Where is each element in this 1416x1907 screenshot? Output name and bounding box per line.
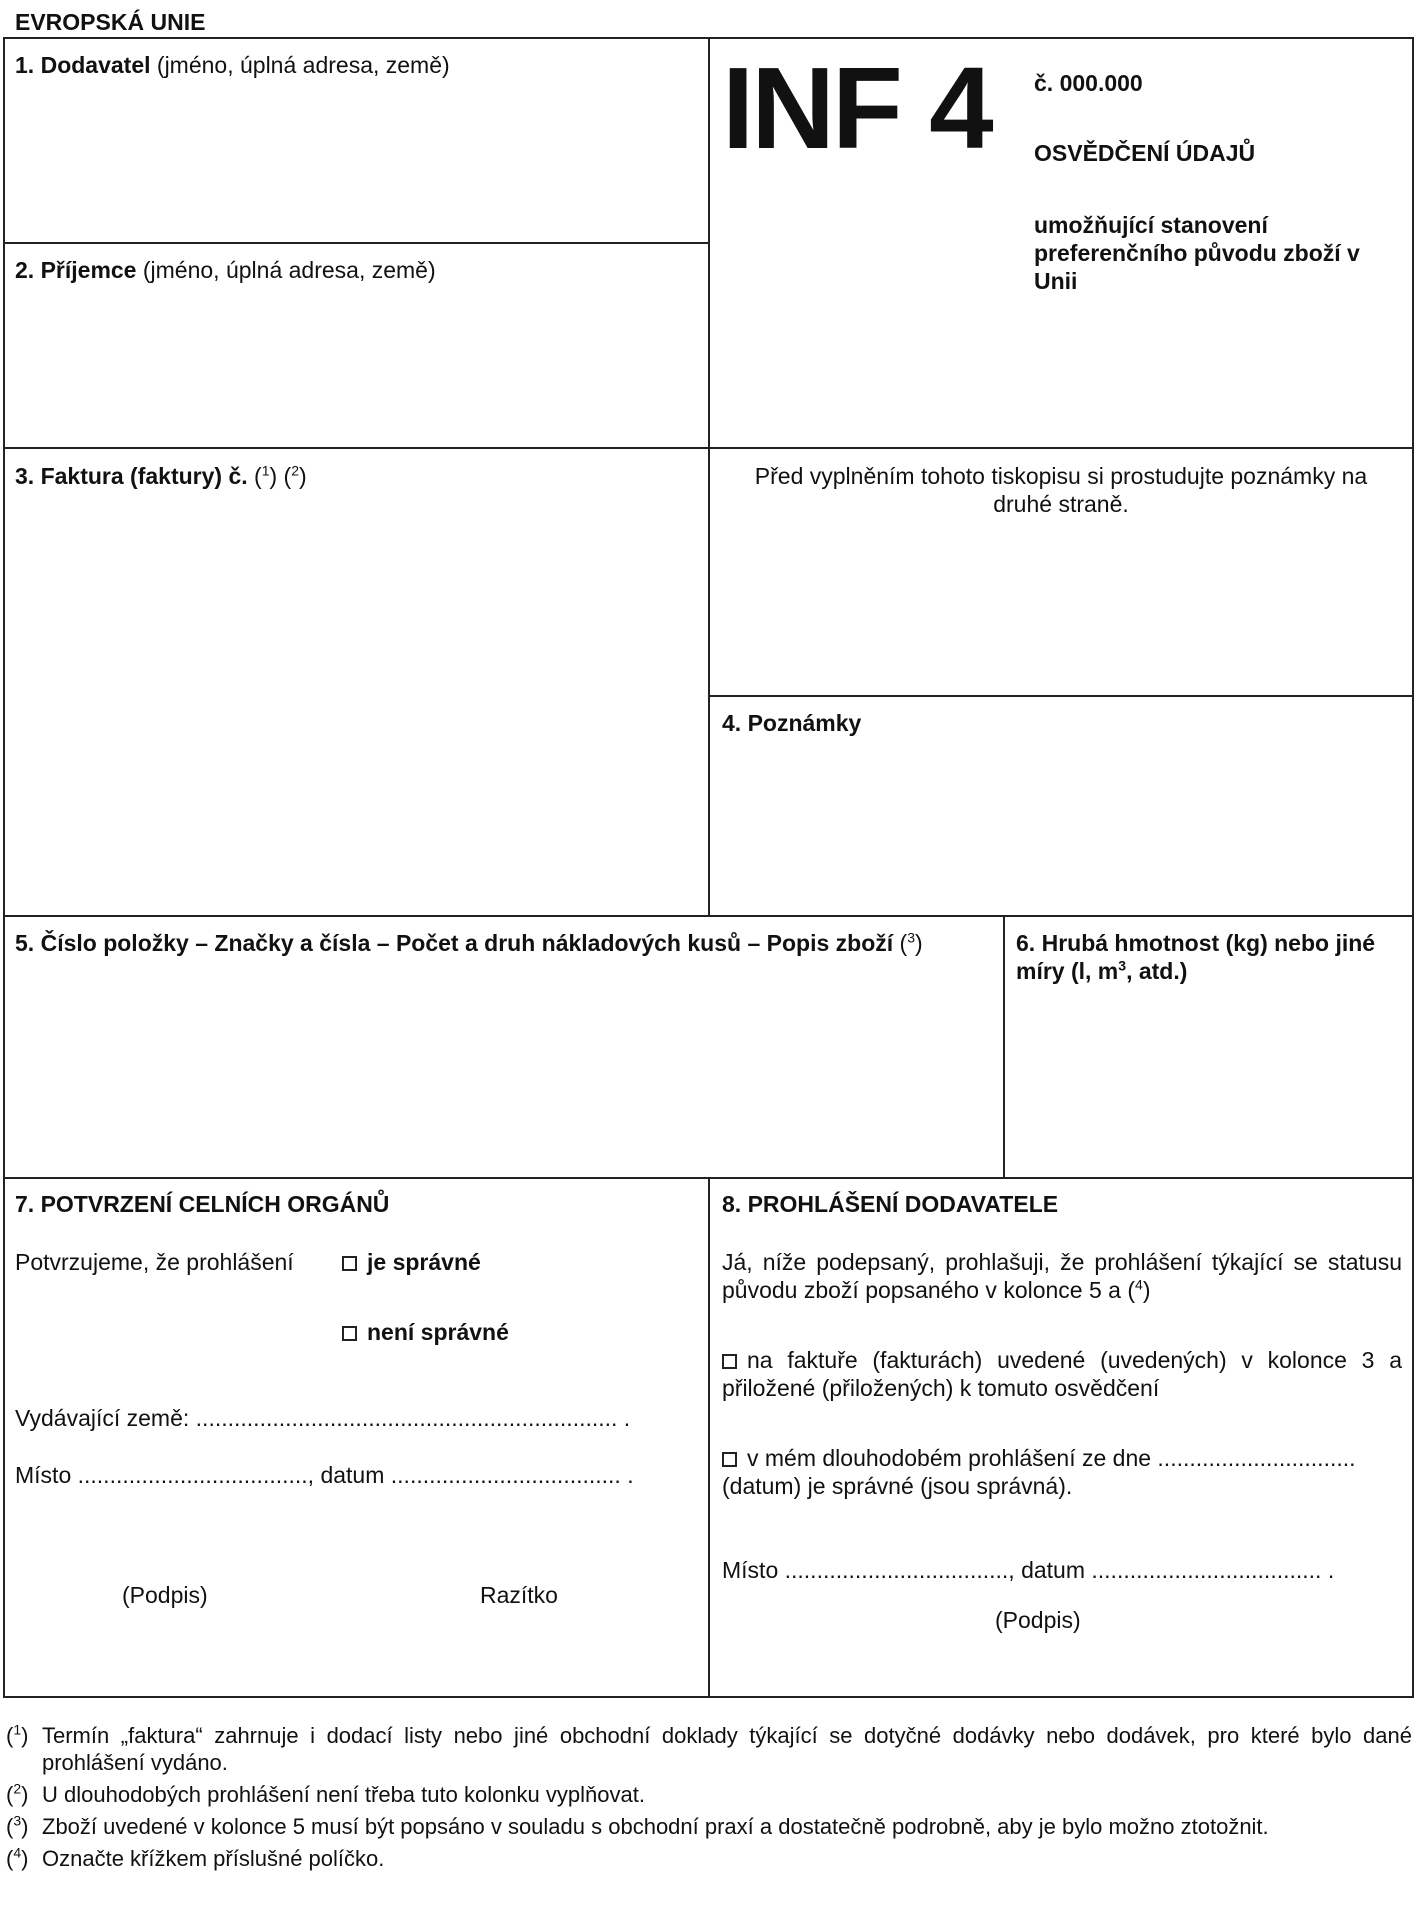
box3-title: Faktura (faktury) č. [40,463,248,489]
form-title: OSVĚDČENÍ ÚDAJŮ [1034,140,1256,166]
footnote-4-text: Označte křížkem příslušné políčko. [42,1846,385,1871]
footnote-3-number: 3 [13,1812,22,1829]
box3-label: 3. Faktura (faktury) č. ($^1$) ($^2$) [15,462,307,489]
box8-declaration [722,1248,1402,1304]
frame-right [1412,37,1414,1698]
box8-number: 8. [722,1191,742,1217]
checkbox-longterm[interactable] [722,1452,737,1467]
issuing-country-line[interactable] [15,1404,630,1432]
frame-left [3,37,5,1698]
box8-option-invoice[interactable] [722,1346,1402,1402]
box7-stamp-label: Razítko [480,1582,558,1608]
divider-top-vertical [708,37,710,917]
instruction-text: Před vyplněním tohoto tiskopisu si prostudujte poznámky na druhé straně. [754,463,1368,517]
checkbox-incorrect[interactable] [342,1326,357,1341]
footnote-2-text: U dlouhodobých prohlášení není třeba tuto kolonku vyplňovat. [42,1782,645,1807]
box8-signature-label: (Podpis) [995,1607,1081,1633]
box6-number: 6. [1016,930,1036,956]
box1-label [15,51,450,79]
box8-title: PROHLÁŠENÍ DODAVATELE [747,1191,1059,1217]
box8-declaration-text: Já, níže podepsaný, prohlašuji, že prohlášení týkající se statusu původu zboží popsaného v kolonce 5 a ( [722,1249,1402,1303]
box7-place-date-line[interactable]: Místo ...................................., datum .................................... . [15,1462,634,1488]
box8-place-field[interactable]: ................................... [784,1557,1009,1583]
box7-confirm-text: Potvrzujeme, že prohlášení [15,1249,294,1275]
box7-option-incorrect[interactable] [342,1318,509,1346]
checkbox-invoice[interactable] [722,1354,737,1369]
box5-title: Číslo položky – Značky a čísla – Počet a druh nákladových kusů – Popis zboží [40,930,894,956]
footnote-1: ($^1$) Termín „faktura“ zahrnuje i dodací listy nebo jiné obchodní doklady týkající se dotyčné dodávky nebo dodávek, pro které bylo dané prohlášení vydáno. [6,1721,1412,1775]
box8-place-label: Místo [722,1557,779,1583]
box2-number: 2. [15,257,35,283]
footnote-3-text: Zboží uvedené v kolonce 5 musí být popsáno v souladu s obchodní praxí a dostatečně podrobně, aby je bylo možno ztotožnit. [42,1814,1269,1839]
box8-date-label: datum [1021,1557,1085,1583]
box6-label [1016,929,1406,985]
box8-option-longterm[interactable] [722,1444,1402,1500]
box4-title: Poznámky [747,710,862,736]
footnote-2: ($^2$) U dlouhodobých prohlášení není třeba tuto kolonku vyplňovat. [6,1781,1412,1808]
box7-title: POTVRZENÍ CELNÍCH ORGÁNŮ [40,1191,390,1217]
form-subtitle: umožňující stanovení preferenčního původu zboží v Unii [1034,212,1360,294]
box7-place-label: Místo [15,1462,72,1488]
box7-signature-label: (Podpis) [122,1582,208,1608]
box1-title: Dodavatel [40,52,151,78]
box3-ref1: 1 [261,462,270,479]
checkbox-correct[interactable] [342,1256,357,1271]
footnote-3: ($^3$) Zboží uvedené v kolonce 5 musí být popsáno v souladu s obchodní praxí a dostatečně podrobně, aby je bylo možno ztotožnit. [6,1813,1412,1840]
box5-number: 5. [15,930,35,956]
form-code: INF 4 [722,43,991,173]
union-heading: EVROPSKÁ UNIE [15,9,206,35]
divider-row-box3 [3,447,1414,449]
divider-box1-box2 [3,242,710,244]
box6-title-a: Hrubá hmotnost (kg) nebo jiné míry (l, m [1016,930,1376,984]
box7-date-field[interactable]: .................................... . [390,1462,634,1488]
box2-detail: (jméno, úplná adresa, země) [142,257,436,283]
box7-option-correct[interactable] [342,1248,481,1276]
box2-title: Příjemce [40,257,137,283]
issuing-country-label: Vydávající země: [15,1405,190,1431]
box7-date-label: datum [320,1462,385,1488]
footnote-4-number: 4 [13,1844,22,1861]
box3-ref2: 2 [291,462,300,479]
box6-sup: 3 [1118,957,1127,974]
divider-box7-box8 [708,1177,710,1698]
box4-label [722,709,861,737]
box8-declaration-end: ) [1142,1277,1151,1303]
box1-detail: (jméno, úplná adresa, země) [156,52,450,78]
divider-box4 [708,695,1414,697]
box3-number: 3. [15,463,35,489]
box8-label [722,1190,1058,1218]
box8-place-date-line[interactable]: Místo ..................................., datum .................................... . [722,1557,1335,1583]
box2-label [15,256,436,284]
footnote-4: ($^4$) Označte křížkem příslušné políčko. [6,1845,1412,1872]
box5-ref: 3 [907,929,915,946]
box6-title-b: , atd.) [1126,958,1188,984]
divider-row-box5 [3,915,1414,917]
option-longterm-label-a: v mém dlouhodobém prohlášení ze dne [747,1445,1152,1471]
box5-label: 5. Číslo položky – Značky a čísla – Počet a druh nákladových kusů – Popis zboží ($^3$) [15,929,923,956]
issuing-country-field[interactable]: .................................................................. . [195,1405,631,1431]
option-invoice-label: na faktuře (fakturách) uvedené (uvedených) v kolonce 3 a přiložené (přiložených) k tomuto osvědčení [722,1347,1402,1401]
form-number: č. 000.000 [1034,70,1143,96]
box7-label [15,1190,389,1218]
box8-date-field[interactable]: .................................... . [1091,1557,1335,1583]
option-correct-label: je správné [367,1249,481,1275]
footnote-2-number: 2 [13,1780,22,1797]
option-longterm-label-b: (datum) je správné (jsou správná). [722,1473,1073,1499]
longterm-date-field[interactable]: ............................... [1157,1445,1356,1471]
box7-place-field[interactable]: .................................... [77,1462,308,1488]
box1-number: 1. [15,52,35,78]
box4-number: 4. [722,710,742,736]
option-incorrect-label: není správné [367,1319,509,1345]
box7-number: 7. [15,1191,35,1217]
divider-box5-box6 [1003,915,1005,1179]
footnote-1-text: Termín „faktura“ zahrnuje i dodací listy nebo jiné obchodní doklady týkající se dotyčné dodávky nebo dodávek, pro které bylo dané prohlášení vydáno. [42,1723,1412,1775]
box8-declaration-ref: 4 [1135,1276,1143,1293]
footnote-1-number: 1 [13,1721,22,1738]
